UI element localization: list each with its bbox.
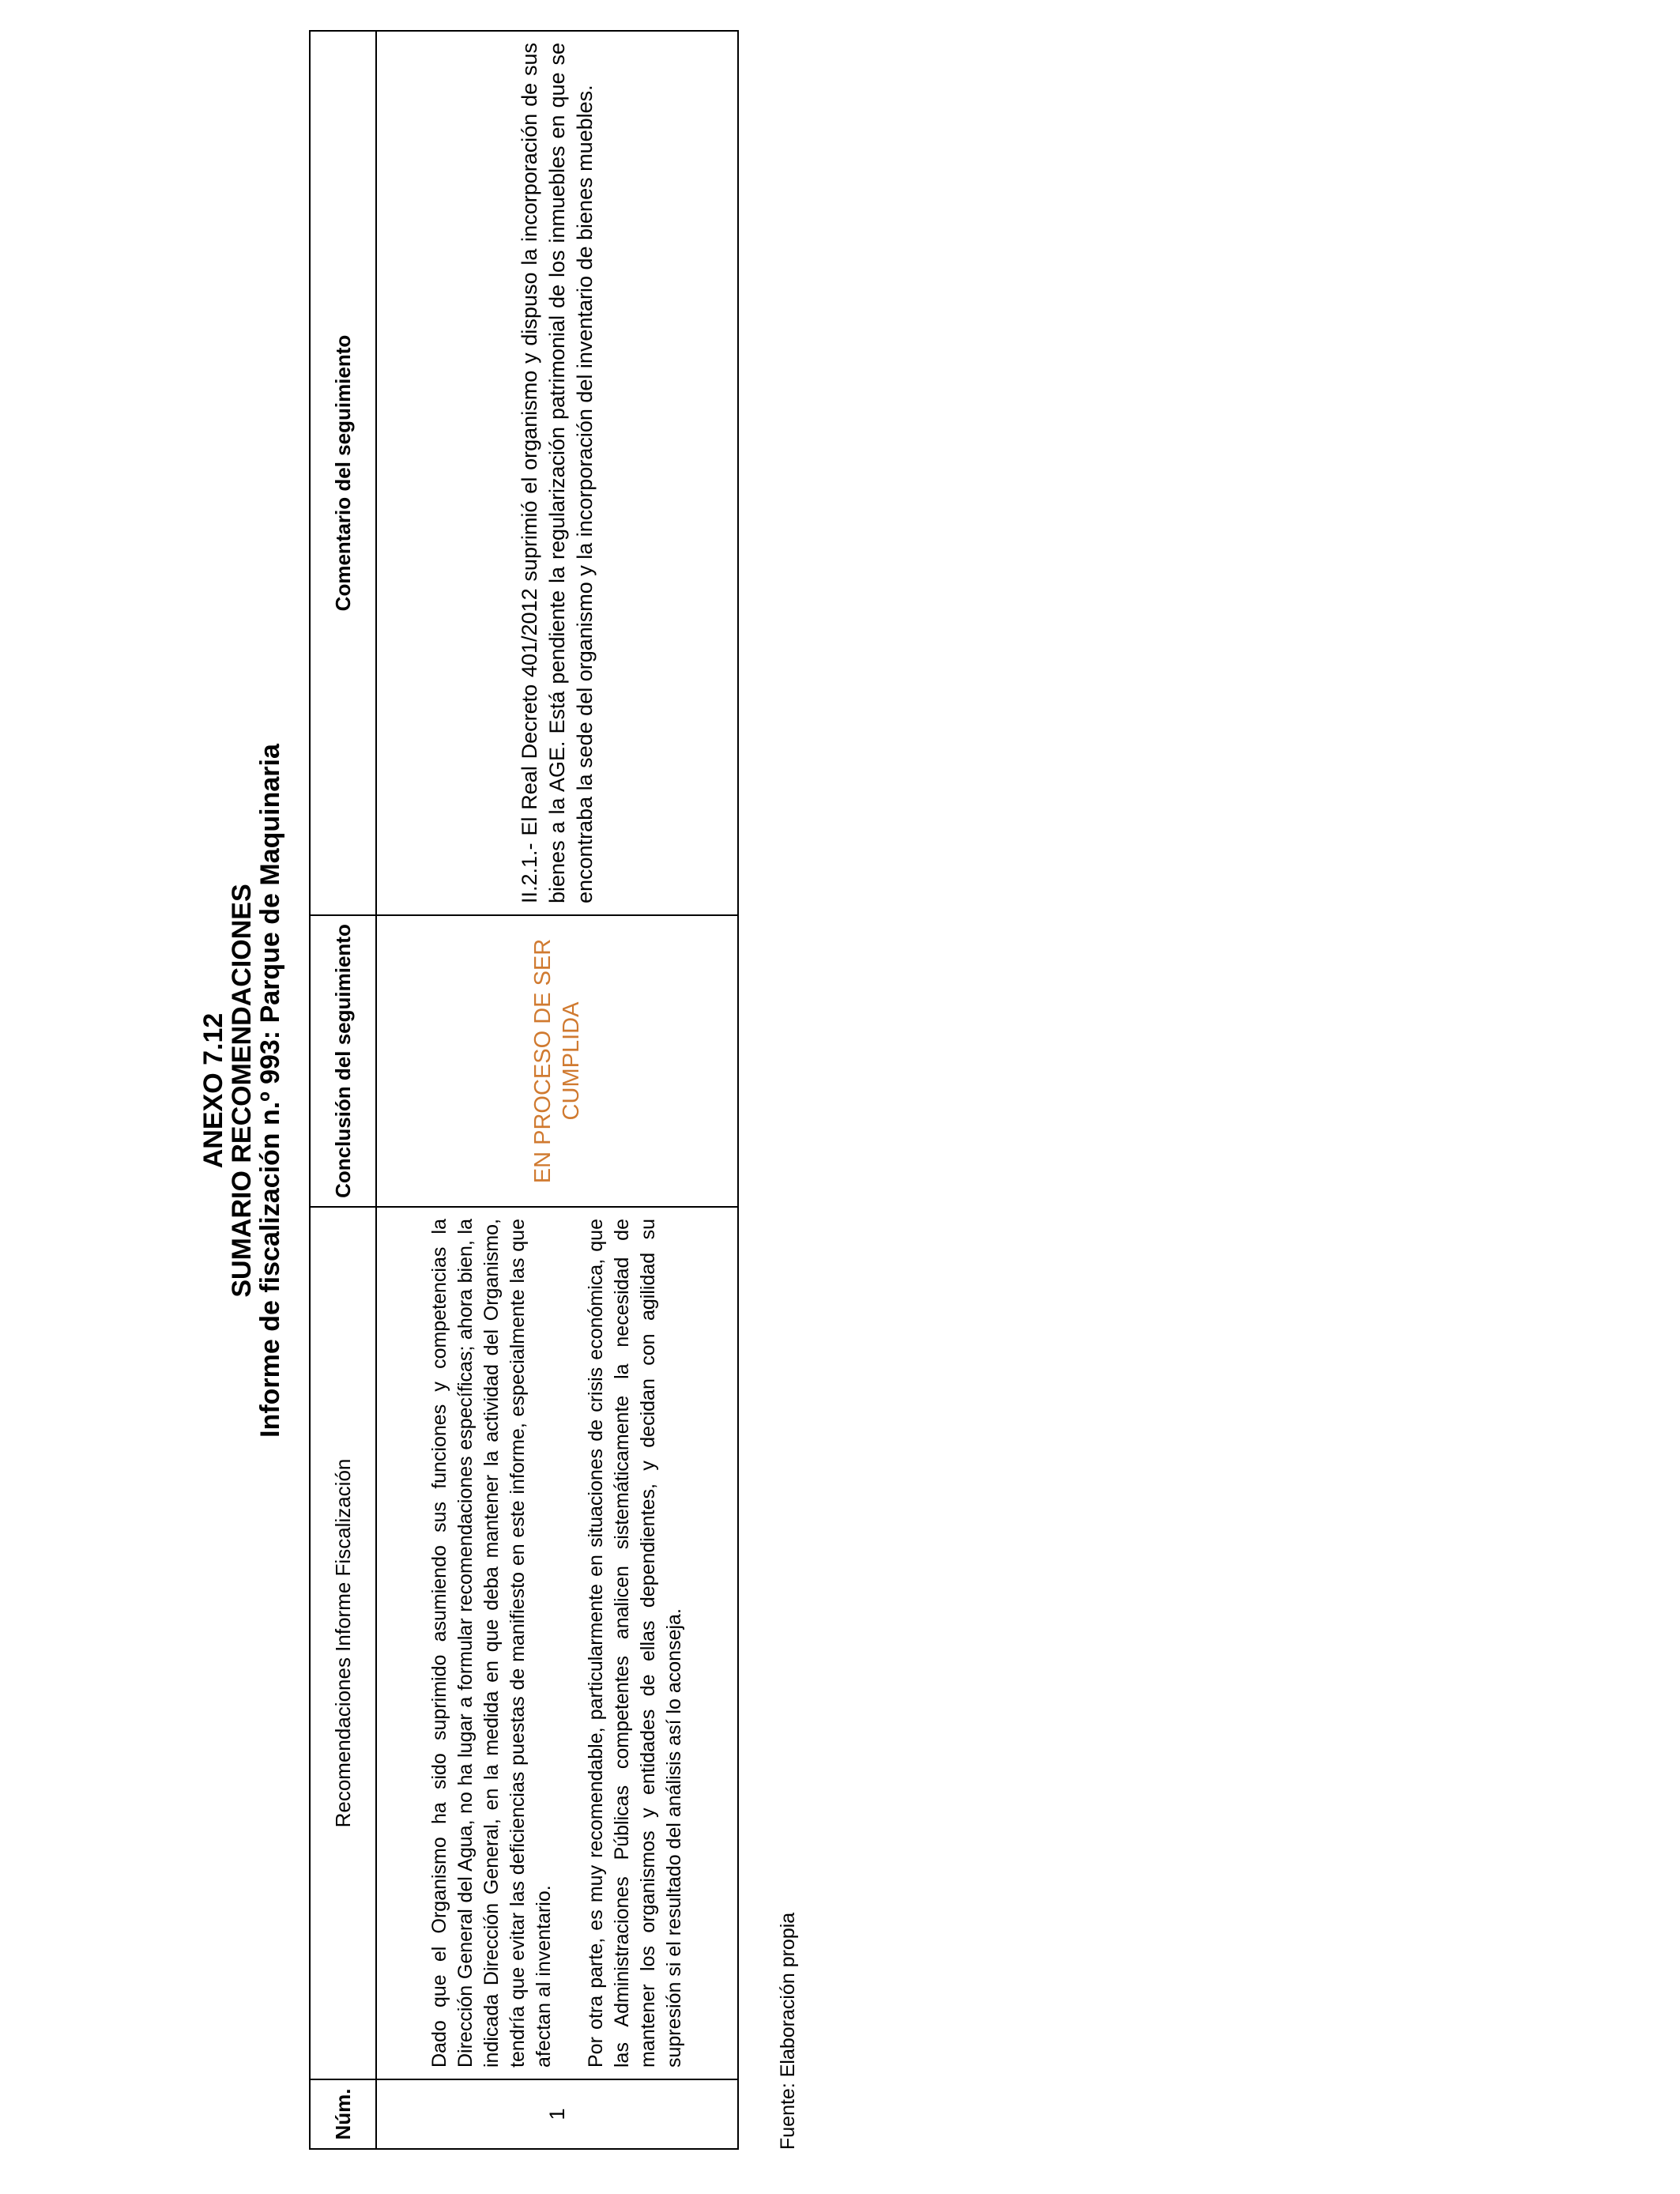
recommendation-cell — [376, 1207, 738, 2079]
recommendation-paragraph: Por otra parte, es muy recomendable, particularmente en situaciones de crisis económica, que las Administraciones Públicas competentes analicen sistemáticamente la necesidad de mantener los organismos y entidades de ellas dependientes, y decidan con agilidad su supresión si el resultado del análisis así lo aconseja. — [585, 1219, 685, 2068]
header-conclusion: Conclusión del seguimiento — [310, 915, 376, 1207]
annex-title: ANEXO 7.12 — [198, 1012, 228, 1169]
follow-up-comment: II.2.1.- El Real Decreto 401/2012 suprimió el organismo y dispuso la incorporación de sus bienes a la AGE. Está pendiente la regularización patrimonial de los inmuebles en que se encontraba la sede del organismo y la incorporación del inventario de bienes muebles. — [376, 31, 738, 915]
header-comment: Comentario del seguimiento — [310, 31, 376, 915]
conclusion-status: EN PROCESO DE SER CUMPLIDA — [376, 915, 738, 1207]
table-header-row — [310, 31, 376, 2149]
report-title: Informe de fiscalización n.º 993: Parque de Maquinaria — [255, 744, 285, 1438]
recommendation-paragraph: Dado que el Organismo ha sido suprimido asumiendo sus funciones y competencias la Dirección General del Agua, no ha lugar a formular recomendaciones específicas; ahora bien, la indicada Dirección General, en la medida en que deba mantener la actividad del Organismo, tendría que evitar las deficiencias puestas de manifiesto en este informe, especialmente las que afectan al inventario. — [428, 1219, 555, 2068]
table-row — [376, 31, 738, 2149]
source-note: Fuente: Elaboración propia — [777, 1912, 799, 2150]
recommendations-table — [309, 30, 739, 2150]
header-recommendations: Recomendaciones Informe Fiscalización — [310, 1207, 376, 2079]
rotated-page — [186, 32, 818, 2150]
header-num: Núm. — [310, 2079, 376, 2149]
row-number: 1 — [376, 2079, 738, 2149]
summary-title: SUMARIO RECOMENDACIONES — [227, 884, 257, 1298]
